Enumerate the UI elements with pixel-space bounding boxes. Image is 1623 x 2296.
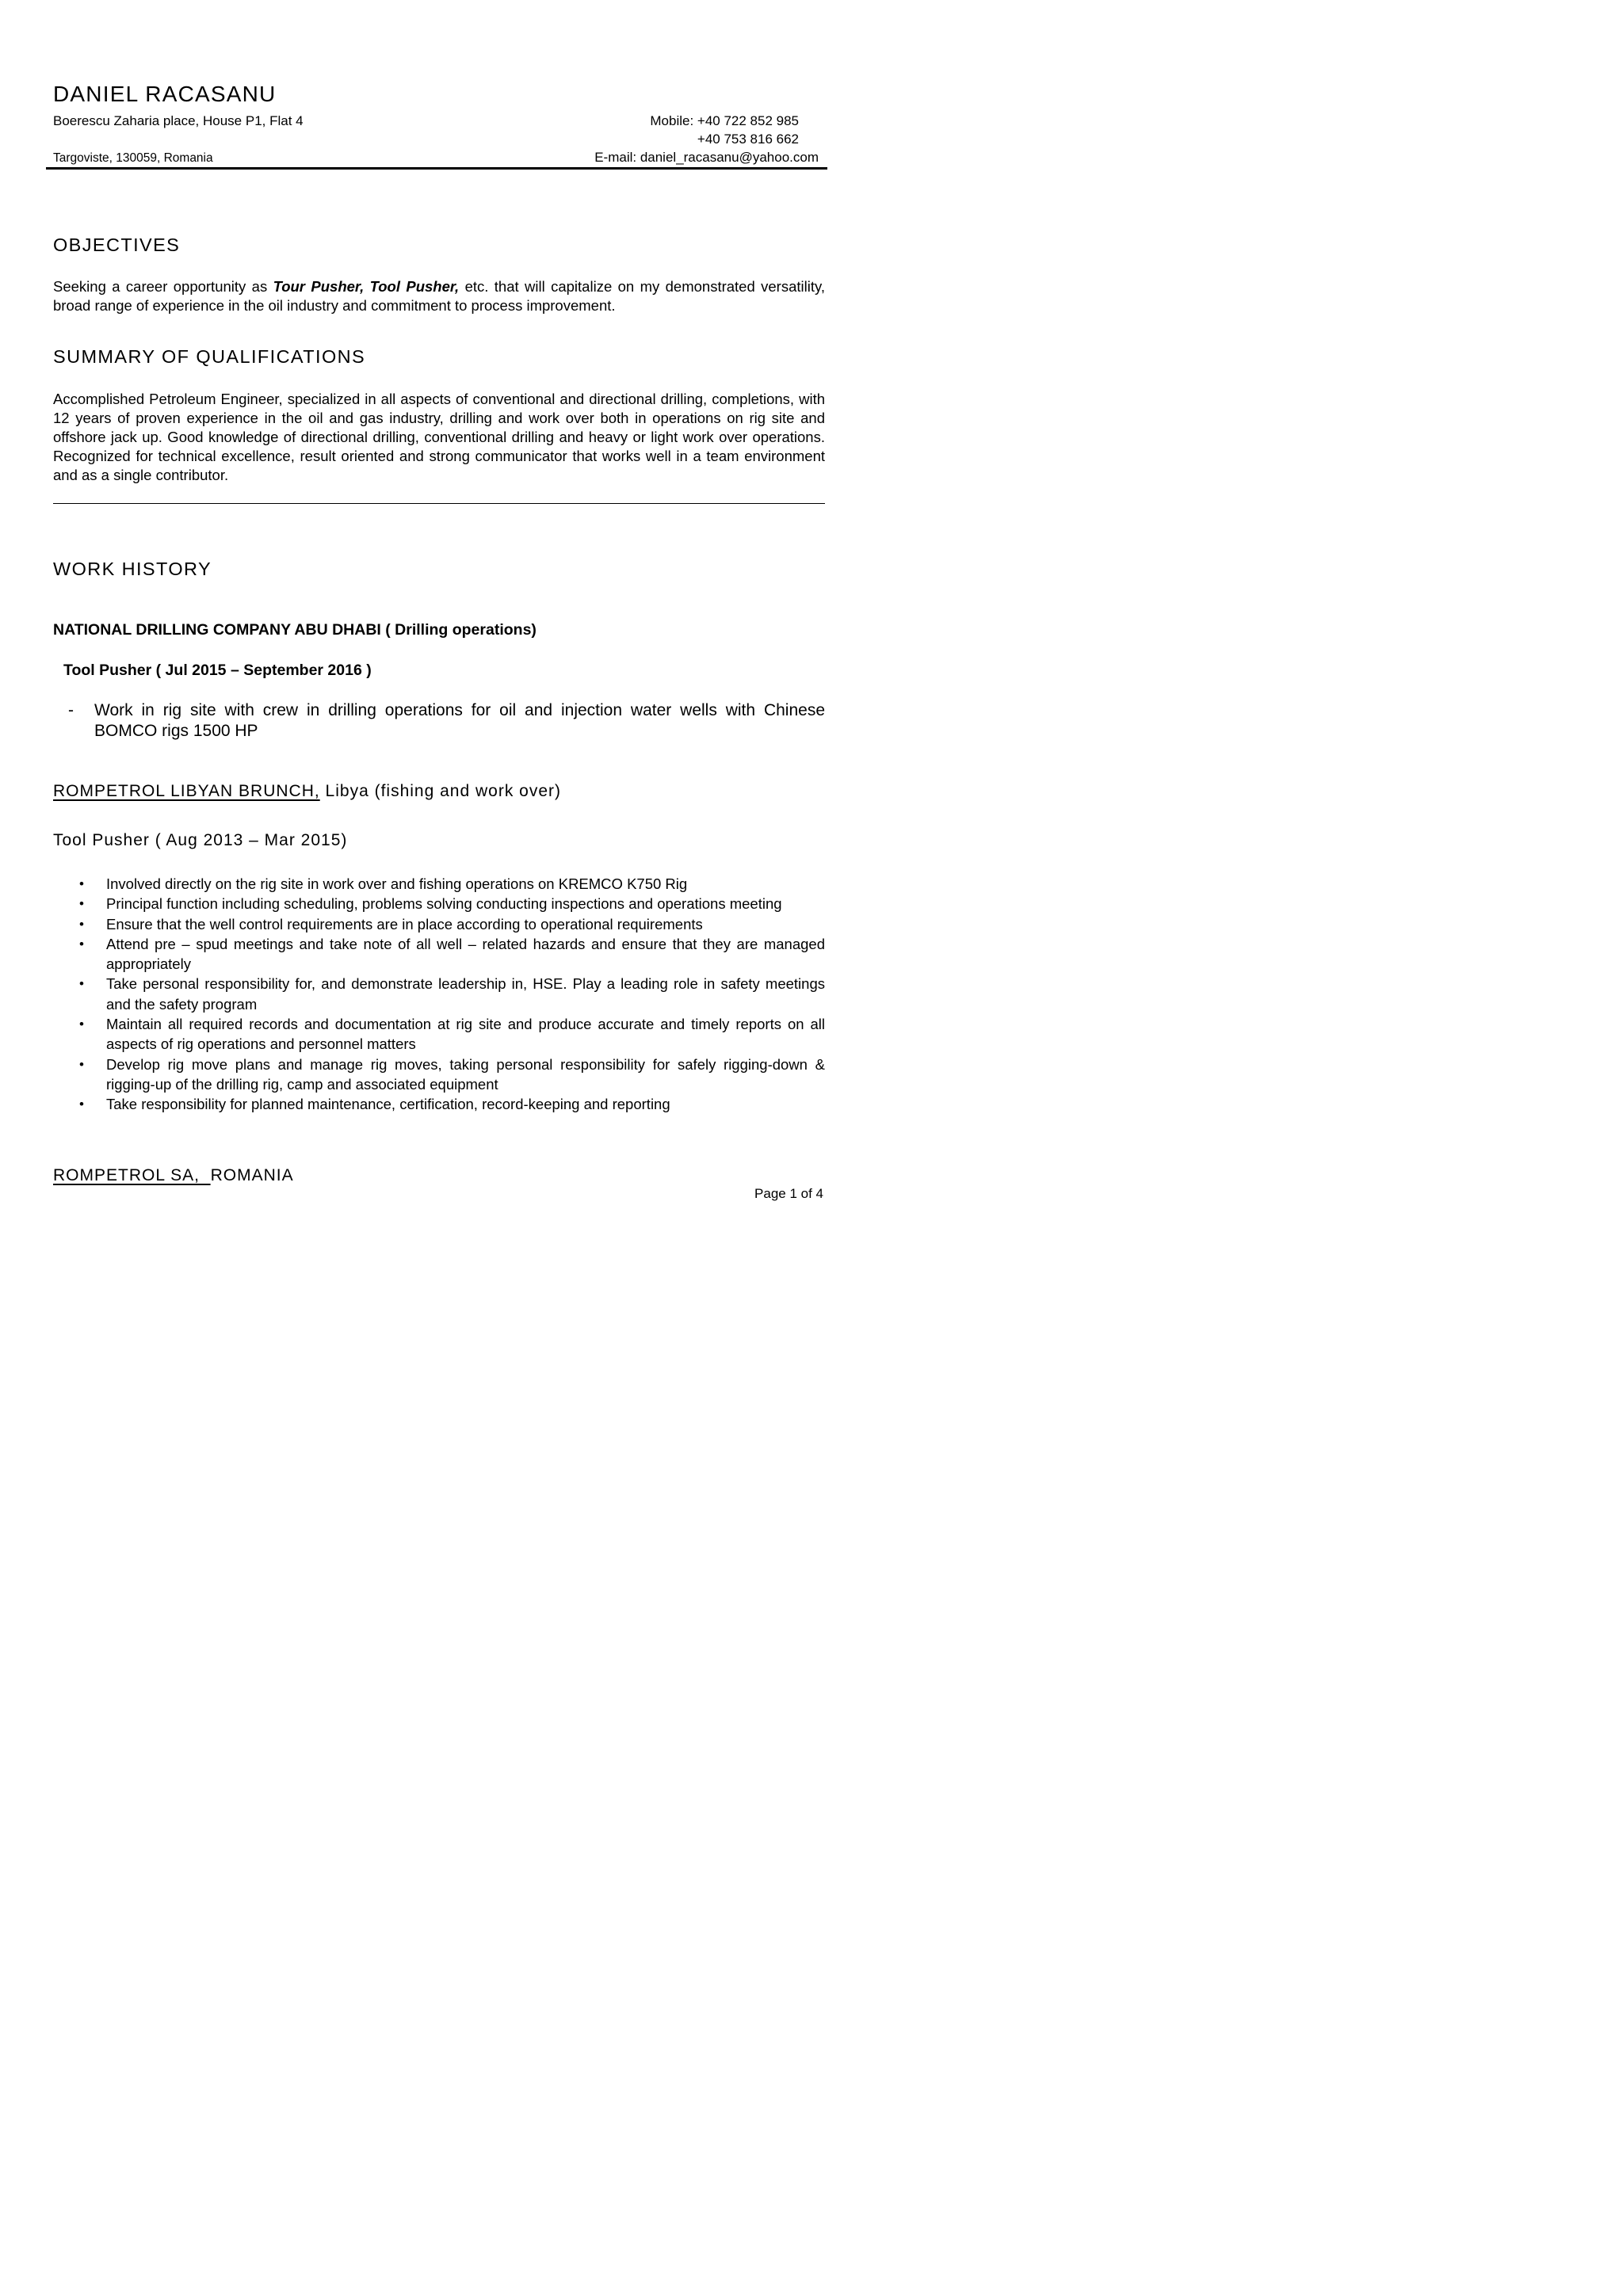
bullet-icon: •	[79, 976, 84, 992]
bullet-icon: •	[79, 936, 84, 952]
work-history-heading: WORK HISTORY	[53, 559, 212, 579]
bullet-icon: •	[79, 1097, 84, 1112]
list-item: • Take personal responsibility for, and demonstrate leadership in, HSE. Play a leading role in safety meetings and the safety program	[79, 975, 825, 1013]
bullet-icon: •	[79, 1056, 84, 1072]
bullet-icon: •	[79, 1016, 84, 1032]
company-name: NATIONAL DRILLING COMPANY ABU DHABI ( Drilling operations)	[53, 621, 537, 639]
bullet-icon: •	[79, 916, 84, 932]
company-name: ROMPETROL SA, ROMANIA	[53, 1166, 294, 1184]
candidate-name: DANIEL RACASANU	[53, 82, 277, 106]
bullet-icon: •	[79, 896, 84, 912]
job-duties-list	[79, 874, 825, 1115]
list-item: • Attend pre – spud meetings and take note of all well – related hazards and ensure that they are managed appropriately	[79, 935, 825, 973]
address-line-2: Targoviste, 130059, Romania	[53, 151, 213, 165]
mobile-number: Mobile: +40 722 852 985	[650, 113, 799, 128]
job-duty-item: - Work in rig site with crew in drilling operations for oil and injection water wells with Chinese BOMCO rigs 1500 HP	[68, 701, 825, 740]
dash-marker: -	[68, 701, 74, 719]
objectives-text: Seeking a career opportunity as Tour Pusher, Tool Pusher, etc. that will capitalize on my demonstrated versatility, broad range of experience in the oil industry and commitment to process improvement.	[53, 278, 826, 314]
objectives-heading: OBJECTIVES	[53, 235, 181, 255]
list-item: • Take responsibility for planned maintenance, certification, record-keeping and reporting	[79, 1094, 825, 1114]
address-line-1: Boerescu Zaharia place, House P1, Flat 4	[53, 113, 304, 128]
qualifications-text: Accomplished Petroleum Engineer, specialized in all aspects of conventional and directional drilling, completions, with 12 years of proven experience in the oil and gas industry, drilling and work over both in operations on rig site and offshore jack up. Good knowledge of directional drilling, conventional drilling and heavy or light work over operations. Recognized for technical excellence, result oriented and strong communicator that works well in a team environment and as a single contributor.	[53, 391, 825, 483]
page-number: Page 1 of 4	[754, 1186, 823, 1201]
company-name: ROMPETROL LIBYAN BRUNCH, Libya (fishing and work over)	[53, 782, 562, 800]
email-address: E-mail: daniel_racasanu@yahoo.com	[594, 150, 819, 165]
list-item: • Maintain all required records and documentation at rig site and produce accurate and timely reports on all aspects of rig operations and personnel matters	[79, 1016, 825, 1053]
job-role: Tool Pusher ( Jul 2015 – September 2016 )	[63, 662, 372, 679]
list-item: • Principal function including scheduling, problems solving conducting inspections and operations meeting	[79, 894, 825, 913]
list-item: • Develop rig move plans and manage rig moves, taking personal responsibility for safely rigging-down & rigging-up of the drilling rig, camp and associated equipment	[79, 1055, 825, 1093]
job-role: Tool Pusher ( Aug 2013 – Mar 2015)	[53, 831, 348, 849]
header-divider	[46, 167, 827, 170]
list-item: • Involved directly on the rig site in work over and fishing operations on KREMCO K750 Rig	[79, 874, 825, 894]
list-item: • Ensure that the well control requirements are in place according to operational requirements	[79, 914, 825, 934]
qualifications-heading: SUMMARY OF QUALIFICATIONS	[53, 346, 366, 367]
mobile-number-second: +40 753 816 662	[697, 132, 799, 147]
section-divider	[53, 503, 825, 504]
objectives-emphasis: Tour Pusher, Tool Pusher,	[273, 278, 460, 295]
bullet-icon: •	[79, 876, 84, 891]
